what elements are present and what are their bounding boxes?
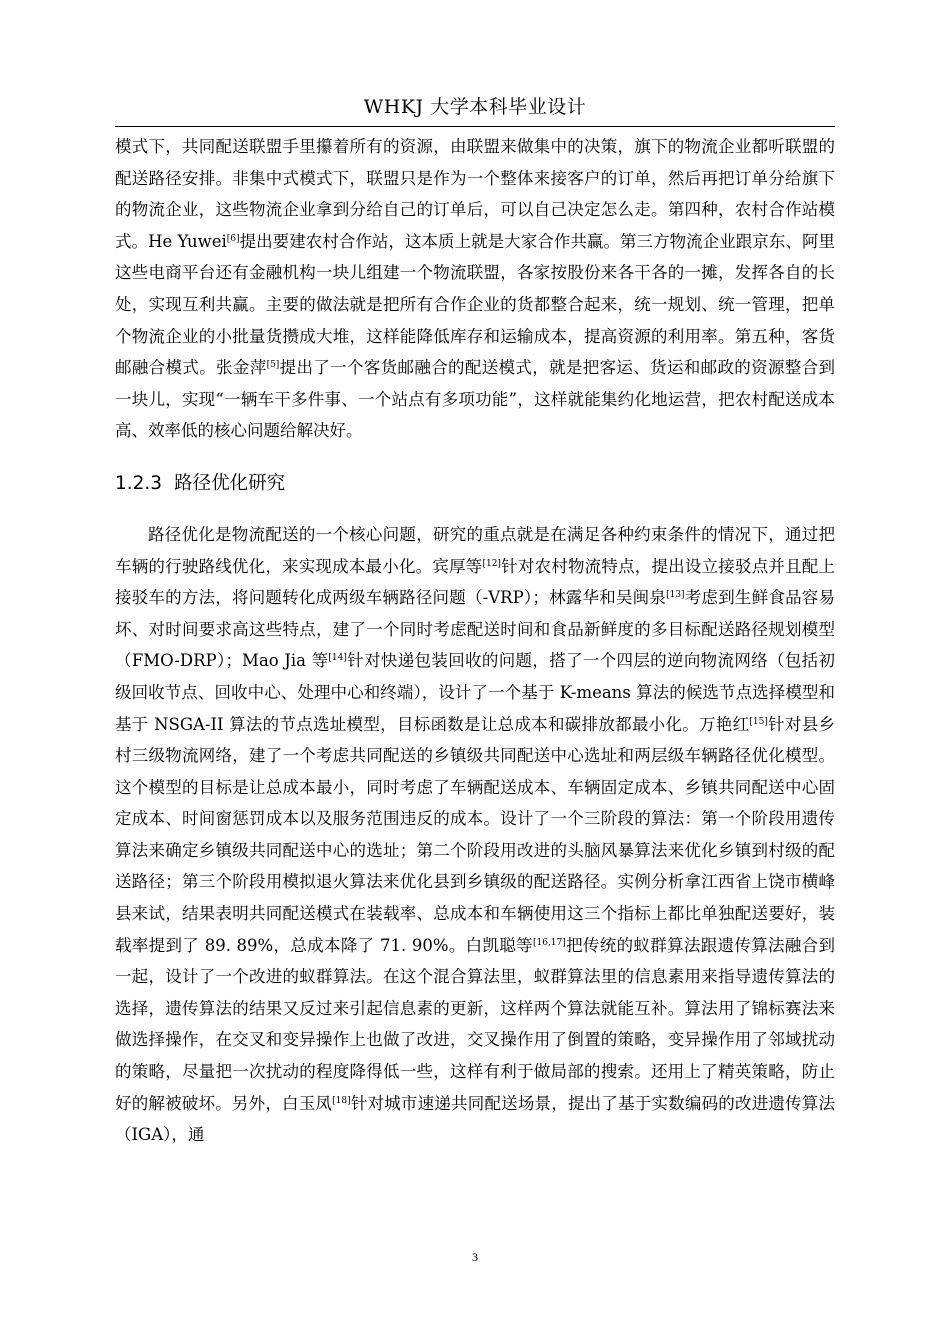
- citation-ref: [5]: [266, 360, 280, 371]
- paragraph-text: 路径优化是物流配送的一个核心问题，研究的重点就是在满足各种约束条件的情况下，通过把车辆的行驶路线优化，来实现成本最小化。宾厚等: [115, 524, 835, 576]
- page-body: [115, 131, 835, 1151]
- paragraph-text: 提出要建农村合作站，这本质上就是大家合作共赢。第三方物流企业跟京东、阿里这些电商平台还有金融机构一块儿组建一个物流联盟，各家按股份来各干各的一摊，发挥各自的长处，实现互利共赢。主要的做法就是把所有合作企业的货都整合起来，统一规划、统一管理，把单个物流企业的小批量货攒成大堆，这样能降低库存和运输成本，提高资源的利用率。第五种，客货邮融合模式。张金萍: [115, 231, 836, 378]
- section-number: 1.2.3: [115, 472, 163, 494]
- header-rule: [115, 126, 835, 127]
- paragraph-text: 考虑到生鲜食品容易坏、对时间要求高这些特点，建了一个同时考虑配送时间和食品新鲜度的多目标配送路径规划模型（FMO-DRP）；Mao Jia 等: [115, 588, 835, 671]
- paragraph-text: 针对县乡村三级物流网络，建了一个考虑共同配送的乡镇级共同配送中心选址和两层级车辆路径优化模型。这个模型的目标是让总成本最小，同时考虑了车辆配送成本、车辆固定成本、乡镇共同配送中心固定成本、时间窗惩罚成本以及服务范围违反的成本。设计了一个三阶段的算法：第一个阶段用遗传算法来确定乡镇级共同配送中心的选址；第二个阶段用改进的头脑风暴算法来优化乡镇到村级的配送路径；第三个阶段用模拟退火算法来优化县到乡镇级的配送路径。实例分析拿江西省上饶市横峰县来试，结果表明共同配送模式在装载率、总成本和车辆使用这三个指标上都比单独配送要好，装载率提到了 89. 89%，总成本降了 71. 90%。白凯聪等: [115, 714, 835, 955]
- page-header: [115, 92, 835, 126]
- citation-ref: [13]: [666, 590, 685, 601]
- section-title: 路径优化研究: [174, 472, 286, 494]
- paragraph-text: 把传统的蚁群算法跟遗传算法融合到一起，设计了一个改进的蚁群算法。在这个混合算法里，蚁群算法里的信息素用来指导遗传算法的选择，遗传算法的结果又反过来引起信息素的更新，这样两个算法就能互补。算法用了锦标赛法来做选择操作，在交叉和变异操作上也做了改进，交叉操作用了倒置的策略，变异操作用了邻域扰动的策略，尽量把一次扰动的程度降得低一些，这样有利于做局部的搜索。还用上了精英策略，防止好的解被破坏。另外，白玉凤: [115, 935, 835, 1113]
- citation-ref: [12]: [482, 558, 501, 569]
- header-title: WHKJ 大学本科毕业设计: [363, 96, 587, 118]
- body-paragraph: [115, 131, 835, 447]
- body-paragraph: [115, 519, 835, 1151]
- citation-ref: [14]: [328, 653, 347, 664]
- citation-ref: [16,17]: [532, 937, 566, 948]
- paragraph-text: 针对快递包装回收的问题，搭了一个四层的逆向物流网络（包括初级回收节点、回收中心、处理中心和终端），设计了一个基于 K-means 算法的候选节点选择模型和基于 NSGA-II 算法的节点选址模型，目标函数是让总成本和碳排放都最小化。万艳红: [115, 651, 835, 734]
- section-heading: [115, 469, 835, 499]
- citation-ref: [6]: [226, 233, 240, 244]
- page-number-text: 3: [472, 1250, 478, 1264]
- page-number: [0, 1250, 950, 1265]
- paragraph-text: 提出了一个客货邮融合的配送模式，就是把客运、货运和邮政的资源整合到一块儿，实现“一辆车干多件事、一个站点有多项功能”，这样就能集约化地运营，把农村配送成本高、效率低的核心问题给解决好。: [115, 358, 836, 441]
- paragraph-text: 模式下，共同配送联盟手里攥着所有的资源，由联盟来做集中的决策，旗下的物流企业都听联盟的配送路径安排。非集中式模式下，联盟只是作为一个整体来接客户的订单，然后再把订单分给旗下的物流企业，这些物流企业拿到分给自己的订单后，可以自己决定怎么走。第四种，农村合作站模式。He Yuwei: [115, 137, 835, 251]
- citation-ref: [18]: [332, 1095, 351, 1106]
- paragraph-text: 针对城市速递共同配送场景，提出了基于实数编码的改进遗传算法（IGA），通: [115, 1093, 836, 1145]
- top-paragraphs: [115, 131, 835, 447]
- citation-ref: [15]: [749, 716, 768, 727]
- paragraph-text: 针对农村物流特点，提出设立接驳点并且配上接驳车的方法，将问题转化成两级车辆路径问题（-VRP）；林露华和吴闽泉: [115, 556, 836, 608]
- bottom-paragraphs: [115, 519, 835, 1151]
